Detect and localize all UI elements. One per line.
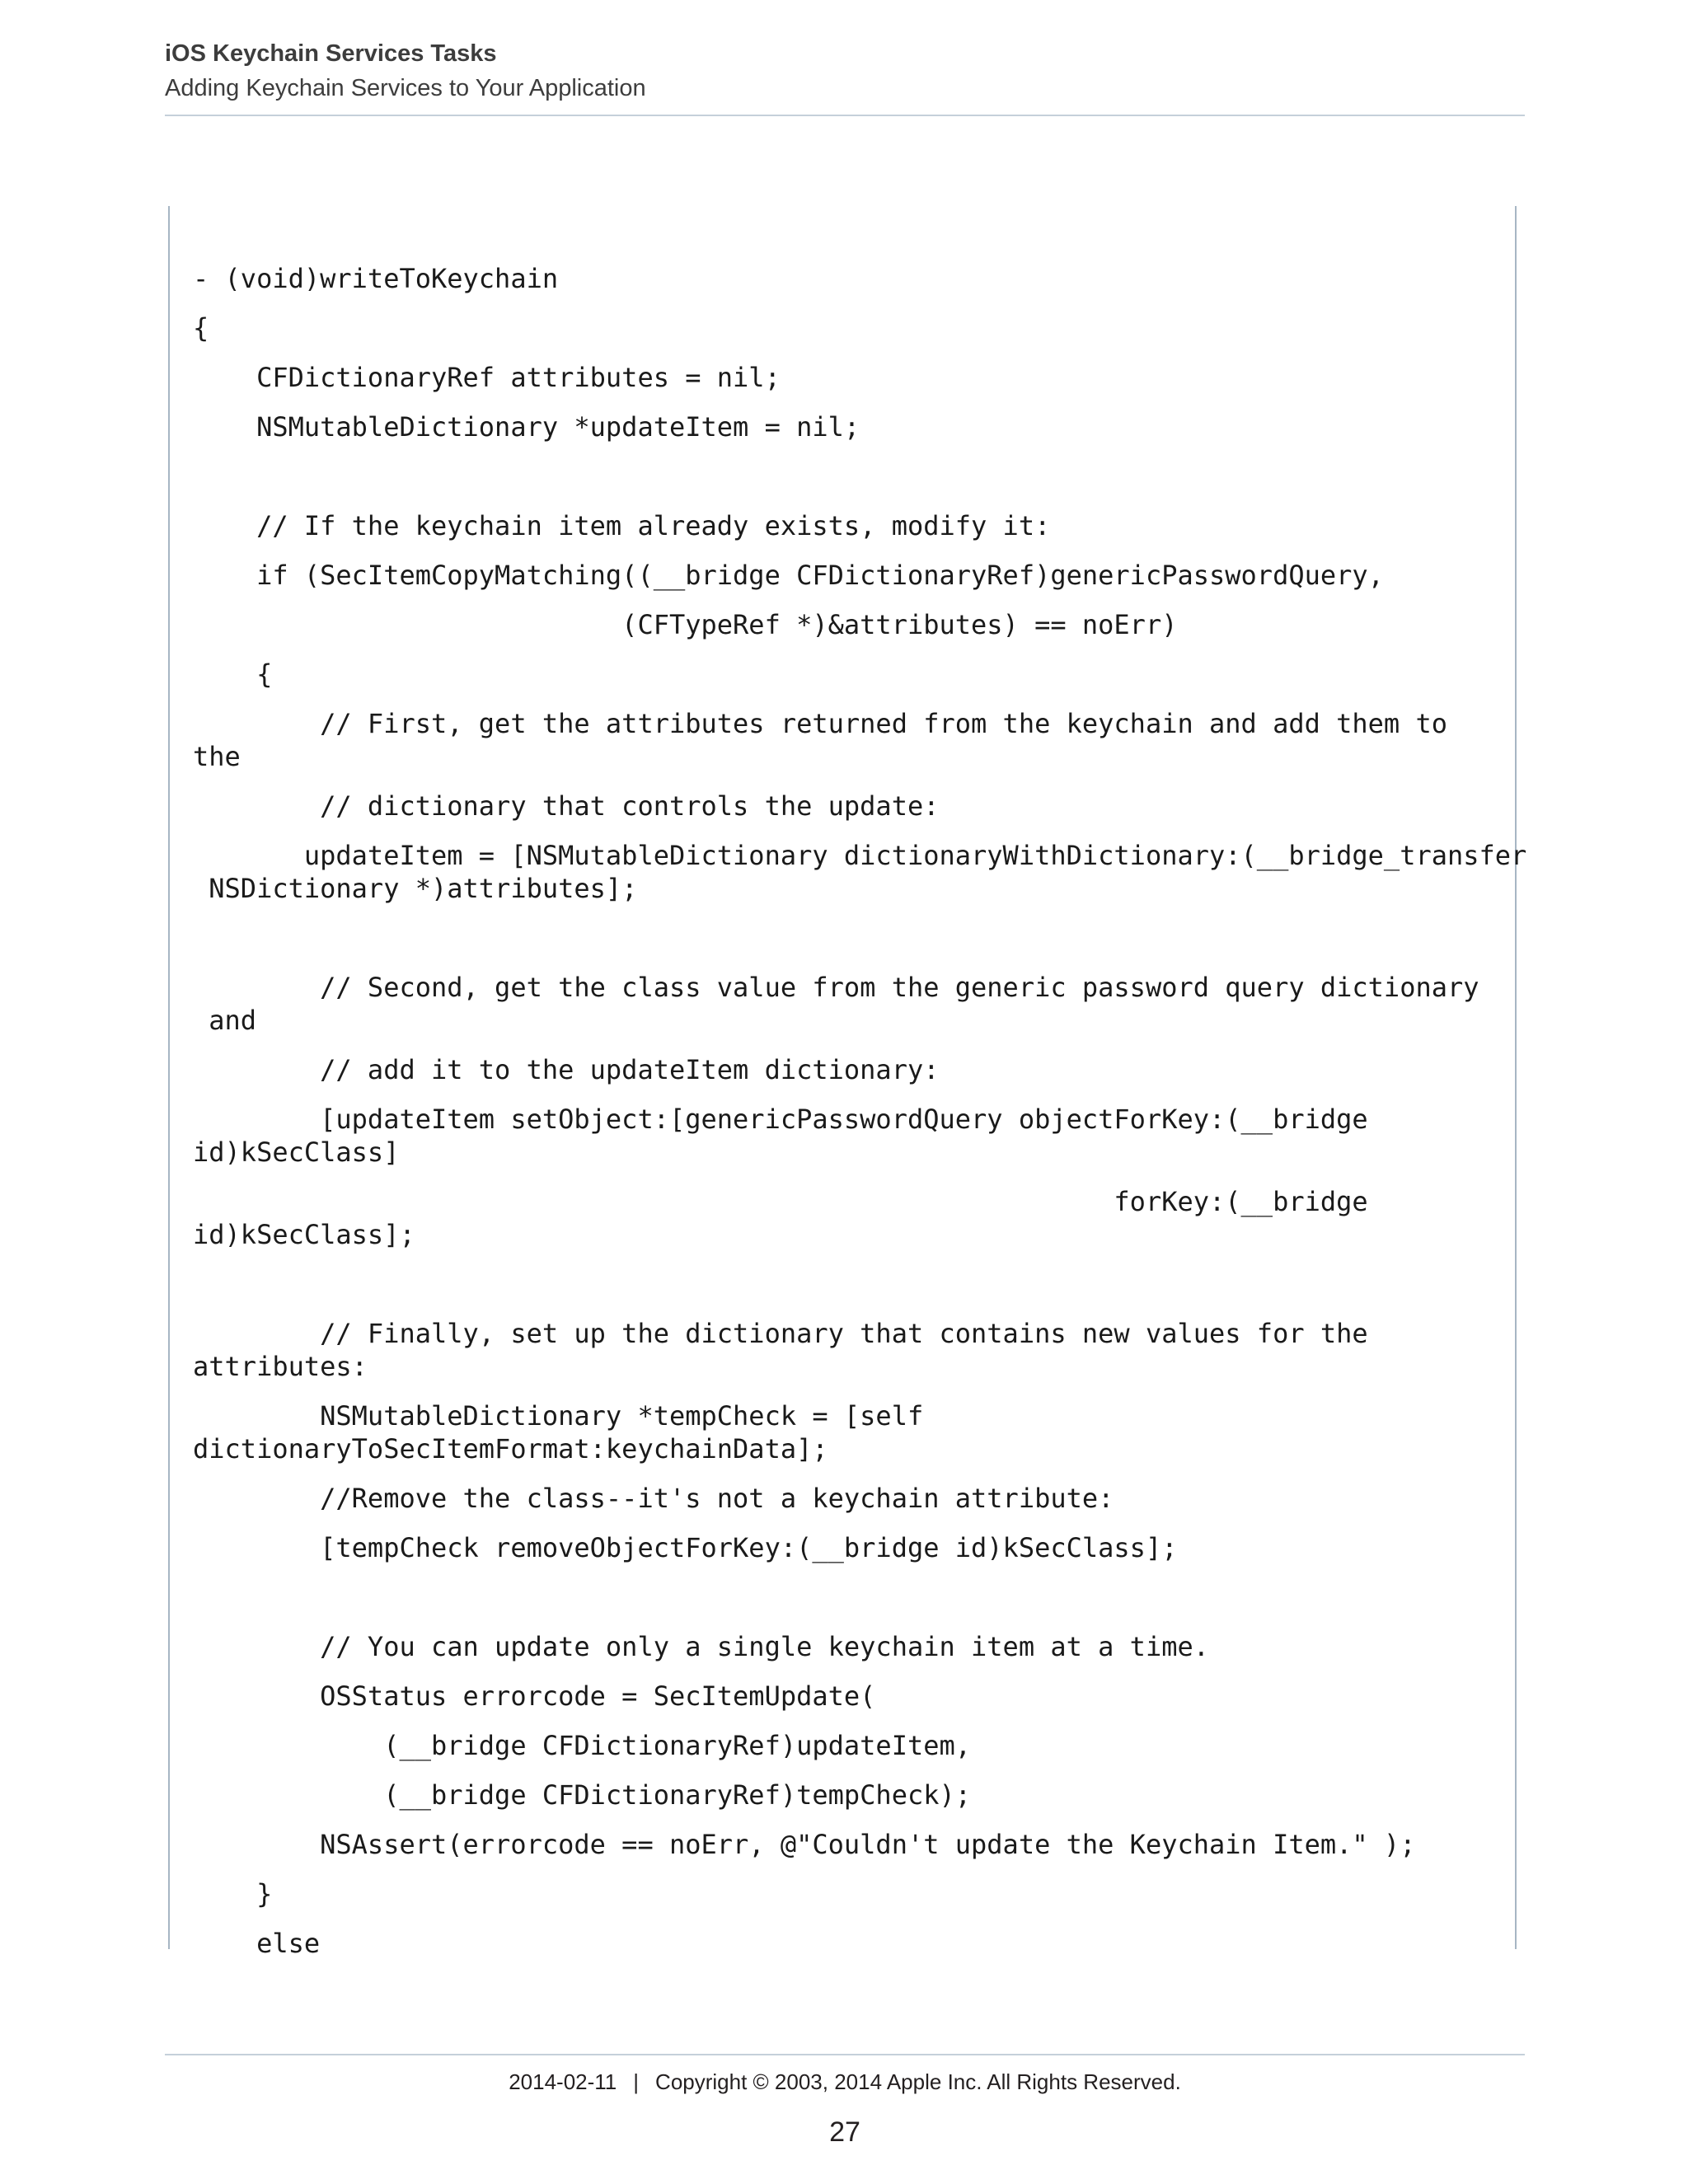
code-line: {	[193, 312, 209, 344]
code-line: [tempCheck removeObjectForKey:(__bridge id)kSecClass];	[193, 1532, 1178, 1563]
page-footer	[165, 2065, 1525, 2098]
code-line: else	[193, 1928, 321, 1959]
code-line: updateItem = [NSMutableDictionary dictionaryWithDictionary:(__bridge_transfer	[193, 840, 1527, 871]
code-line: NSMutableDictionary *tempCheck = [self	[193, 1400, 924, 1432]
code-line: NSAssert(errorcode == noErr, @"Couldn't update the Keychain Item." );	[193, 1829, 1416, 1860]
code-line	[193, 921, 1526, 954]
code-listing	[193, 229, 1526, 1960]
code-line: id)kSecClass];	[193, 1219, 415, 1250]
footer-divider	[165, 2054, 1525, 2055]
code-line: // dictionary that controls the update:	[193, 790, 940, 822]
header-title: iOS Keychain Services Tasks	[165, 40, 497, 67]
code-line: if (SecItemCopyMatching((__bridge CFDictionaryRef)genericPasswordQuery,	[193, 560, 1384, 591]
footer-separator: |	[633, 2069, 640, 2094]
header-divider	[165, 115, 1525, 116]
code-line: (__bridge CFDictionaryRef)tempCheck);	[193, 1779, 972, 1811]
code-line	[193, 1268, 1526, 1301]
code-line: CFDictionaryRef attributes = nil;	[193, 362, 781, 393]
code-line: // Second, get the class value from the generic password query dictionary	[193, 972, 1479, 1003]
code-line: dictionaryToSecItemFormat:keychainData];	[193, 1433, 828, 1465]
code-line: {	[193, 658, 273, 690]
code-line: and	[193, 1005, 257, 1036]
code-line: // Finally, set up the dictionary that contains new values for the	[193, 1318, 1368, 1349]
code-line: // If the keychain item already exists, modify it:	[193, 510, 1051, 541]
code-listing-box	[168, 206, 1527, 1959]
code-line: // You can update only a single keychain item at a time.	[193, 1631, 1209, 1662]
code-line: attributes:	[193, 1351, 368, 1382]
code-line: // add it to the updateItem dictionary:	[193, 1054, 940, 1085]
code-line: }	[193, 1878, 273, 1910]
header-subtitle: Adding Keychain Services to Your Application	[165, 75, 646, 101]
footer-copyright: Copyright © 2003, 2014 Apple Inc. All Rights Reserved.	[655, 2069, 1181, 2094]
code-line: (__bridge CFDictionaryRef)updateItem,	[193, 1730, 972, 1761]
code-line: OSStatus errorcode = SecItemUpdate(	[193, 1680, 876, 1712]
code-line: the	[193, 741, 241, 772]
code-line: // First, get the attributes returned from the keychain and add them to	[193, 708, 1447, 739]
code-line: NSDictionary *)attributes];	[193, 873, 638, 904]
page-number: 27	[829, 2116, 860, 2148]
code-line: (CFTypeRef *)&attributes) == noErr)	[193, 609, 1178, 640]
code-line: NSMutableDictionary *updateItem = nil;	[193, 411, 860, 443]
code-line: forKey:(__bridge	[193, 1186, 1368, 1217]
code-line: //Remove the class--it's not a keychain attribute:	[193, 1483, 1114, 1514]
code-line: - (void)writeToKeychain	[193, 263, 559, 294]
footer-date: 2014-02-11	[509, 2069, 617, 2094]
page-header	[165, 36, 1525, 105]
code-line: id)kSecClass]	[193, 1137, 400, 1168]
code-line: [updateItem setObject:[genericPasswordQuery objectForKey:(__bridge	[193, 1104, 1368, 1135]
code-line	[193, 1581, 1526, 1614]
code-line	[193, 460, 1526, 493]
